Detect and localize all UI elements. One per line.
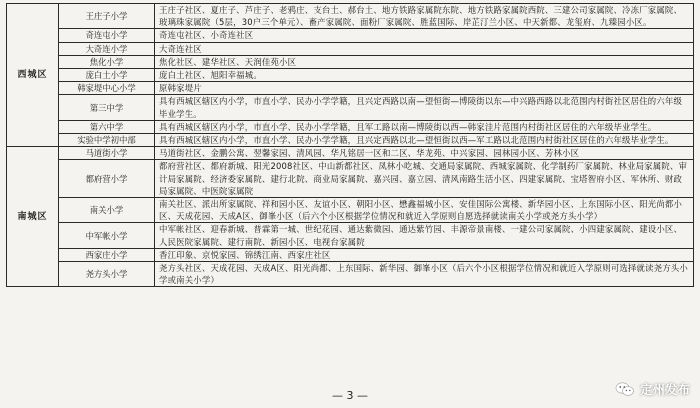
school-name-cell: 都府营小学 bbox=[59, 160, 155, 198]
school-name-cell: 焦化小学 bbox=[59, 55, 155, 68]
table-row bbox=[7, 248, 694, 261]
table-row bbox=[7, 147, 694, 160]
school-name-cell: 中军帐小学 bbox=[59, 223, 155, 248]
school-name-cell: 奇连屯小学 bbox=[59, 29, 155, 42]
table-row bbox=[7, 29, 694, 42]
school-name-cell: 南关小学 bbox=[59, 198, 155, 223]
table-row bbox=[7, 223, 694, 248]
service-area-cell: 奇连屯社区、小奇连社区 bbox=[155, 29, 694, 42]
service-area-cell: 庞白土社区、旭阳幸福城。 bbox=[155, 69, 694, 82]
service-area-cell: 南关社区、派出所家属院、祥和园小区、友谊小区、朝阳小区、懋鑫福城小区、安佳国际公寓楼、新华园小区、上东国际小区、阳光尚都小区、天成花园、天成A区、御峯小区（后六个小区根据学位情况和就近入学原则自愿选择就读南关小学或尧方头小学） bbox=[155, 198, 694, 223]
service-area-cell: 中军帐社区、迎春新城、普霖第一城、世纪花园、通达紫微园、通达紫竹园、丰源帝景南楼、一建公司家属院、小四建家属院、建设小区、人民医院家属院、建行南院、新园小区、电视台家属院 bbox=[155, 223, 694, 248]
page-number: — 3 — bbox=[332, 389, 368, 402]
school-name-cell: 庞白土小学 bbox=[59, 69, 155, 82]
table-row bbox=[7, 160, 694, 198]
district-name-cell: 西城区 bbox=[7, 4, 59, 147]
table-row bbox=[7, 262, 694, 287]
table-row bbox=[7, 69, 694, 82]
table-row bbox=[7, 4, 694, 29]
watermark bbox=[615, 380, 690, 398]
school-name-cell: 韩家堤中心小学 bbox=[59, 82, 155, 95]
table-row bbox=[7, 134, 694, 147]
table-row bbox=[7, 55, 694, 68]
table-row bbox=[7, 42, 694, 55]
service-area-cell: 马道街社区、金鹏公寓、翌馨家园、清风园、华凡铭居一区和二区、华龙苑、中兴家园、园林园小区、芳林小区 bbox=[155, 147, 694, 160]
watermark-text: 定州发布 bbox=[639, 382, 690, 397]
service-area-cell: 王庄子社区、夏庄子、芦庄子、老鸦庄、支台土、郝台土、地方铁路家属院东院、地方铁路家属院西院、三建公司家属院、冷冻厂家属院、玻璃珠家属院（5层，30户三个单元）、畜产家属院、面粉厂家属院、胜蓝国际、岸芷汀兰小区、中天新都、龙玺府、九臻园小区。 bbox=[155, 4, 694, 29]
service-area-cell: 具有西城区辖区内小学，市直小学、民办小学学籍，且兴定西路以北—望恒街以西—军工路以北范围内村街社区居住的六年级毕业学生。 bbox=[155, 134, 694, 147]
service-area-cell: 具有西城区辖区内小学，市直小学、民办小学学籍，且军工路以南—博陵街以西—韩家洼片范围内村街社区居住的六年级毕业学生。 bbox=[155, 120, 694, 133]
wechat-icon bbox=[615, 382, 635, 397]
school-name-cell: 尧方头小学 bbox=[59, 262, 155, 287]
school-name-cell: 王庄子小学 bbox=[59, 4, 155, 29]
school-name-cell: 第六中学 bbox=[59, 120, 155, 133]
service-area-cell: 原韩家堤片 bbox=[155, 82, 694, 95]
service-area-cell: 焦化社区、建华社区、天润佳苑小区 bbox=[155, 55, 694, 68]
table-row bbox=[7, 198, 694, 223]
service-area-cell: 大奇连社区 bbox=[155, 42, 694, 55]
service-area-cell: 具有西城区辖区内小学，市直小学、民办小学学籍，且兴定西路以南—望恒街—博陵街以东—中兴路西路以北范围内村街社区居住的六年级毕业学生。 bbox=[155, 95, 694, 120]
service-area-cell: 尧方头社区、天成花园、天成A区、阳光尚都、上东国际、新华园、御峯小区（后六个小区根据学位情况和就近入学原则可选择就读尧方头小学或南关小学） bbox=[155, 262, 694, 287]
table-row bbox=[7, 95, 694, 120]
school-name-cell: 第三中学 bbox=[59, 95, 155, 120]
school-name-cell: 实验中学初中部 bbox=[59, 134, 155, 147]
school-name-cell: 西家庄小学 bbox=[59, 248, 155, 261]
school-zoning-table bbox=[6, 3, 694, 287]
service-area-cell: 都府营社区、都府新城、阳光2008社区、中山新都社区、凤林小吃城、交通局家属院、西城家属院、化学制药厂家属院、林业局家属院、审计局家属院、经济委家属院、建行北院、商业局家属院、嘉兴园、嘉立园、清风南路生活小区、四建家属院、宝塔智府小区、军休所、财政局家属院、中医院家属院 bbox=[155, 160, 694, 198]
table-row bbox=[7, 120, 694, 133]
school-name-cell: 马道街小学 bbox=[59, 147, 155, 160]
table-row bbox=[7, 82, 694, 95]
district-name-cell: 南城区 bbox=[7, 147, 59, 287]
service-area-cell: 香江印象、京悦家园、锦绣江南、西家庄社区 bbox=[155, 248, 694, 261]
school-name-cell: 大奇连小学 bbox=[59, 42, 155, 55]
zoning-table-body bbox=[7, 4, 694, 287]
